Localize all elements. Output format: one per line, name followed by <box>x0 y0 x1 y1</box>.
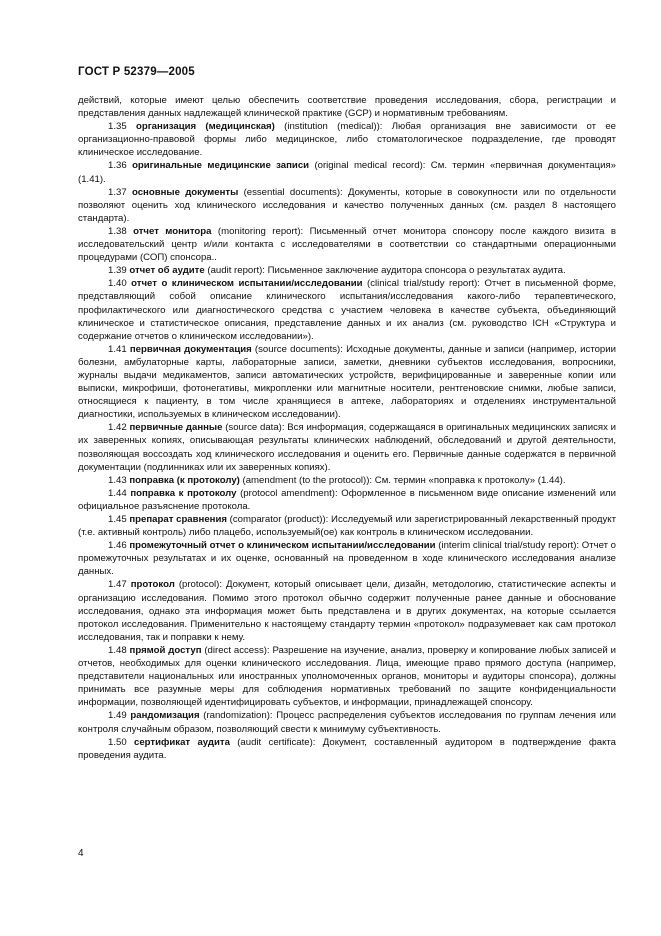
defined-term: промежуточный отчет о клиническом испытании/исследовании <box>129 540 436 552</box>
document-body <box>78 94 616 762</box>
clause-number: 1.39 <box>108 265 130 277</box>
definition-paragraph <box>78 225 616 264</box>
clause-number: 1.47 <box>108 579 131 591</box>
clause-number: 1.35 <box>108 121 136 133</box>
definition-paragraph <box>78 421 616 473</box>
definition-paragraph <box>78 94 616 120</box>
definition-text: (randomization): Процесс распределения субъектов исследования по группам лечения или контроля случайным образом, позволяющий свести к минимуму субъективность. <box>78 710 616 735</box>
definition-text: (clinical trial/study report): Отчет в письменной форме, представляющий собой описание клинического испытания/исследования какого-либо терапевтического, профилактического или диагностического средства с участием человека в качестве субъекта, объединяющий клиническое и статистическое описания, представление данных и их анализ (см. руководство ICH «Структура и содержание отчетов о клиническом исследовании»). <box>78 278 616 342</box>
clause-number: 1.41 <box>108 343 130 355</box>
defined-term: рандомизация <box>130 710 200 722</box>
defined-term: первичная документация <box>129 343 252 355</box>
clause-number: 1.42 <box>108 422 130 434</box>
definition-paragraph <box>78 578 616 643</box>
definition-text: (protocol): Документ, который описывает цели, дизайн, методологию, статистические аспекты и организацию исследования. Помимо этого протокол обычно содержит полученные ранее данные и обоснование исследования, однако эта информация может быть представлена и в других документах, на которые ссылается протокол исследования. Применительно к настоящему стандарту термин «протокол» подразумевает как сам протокол исследования, так и поправки к нему. <box>78 579 617 643</box>
definition-paragraph <box>78 474 616 487</box>
defined-term: отчет об аудите <box>129 265 205 277</box>
definition-text: (comparator (product)): Исследуемый или зарегистрированный лекарственный продукт (т.е. активный контроль) либо плацебо, используемый(ое) как контроль в клиническом исследовании. <box>78 514 617 539</box>
page-number: 4 <box>78 848 84 859</box>
document-header: ГОСТ Р 52379—2005 <box>78 66 195 78</box>
clause-number: 1.46 <box>108 540 130 552</box>
defined-term: сертификат аудита <box>134 736 230 748</box>
defined-term: отчет монитора <box>133 225 212 237</box>
clause-number: 1.44 <box>108 487 131 499</box>
clause-number: 1.38 <box>108 225 134 237</box>
defined-term: поправка к протоколу <box>130 487 237 499</box>
definition-text: действий, которые имеют целью обеспечить соответствие проведения исследования, сбора, регистрации и представления данных надлежащей клинической практике (GCP) и нормативным требованиям. <box>78 95 616 120</box>
definition-paragraph <box>78 343 616 422</box>
definition-paragraph <box>78 539 616 578</box>
defined-term: отчет о клиническом испытании/исследовании <box>131 278 363 290</box>
definition-paragraph <box>78 159 616 185</box>
clause-number: 1.43 <box>108 474 130 486</box>
definition-text: (source documents): Исходные документы, данные и записи (например, истории болезни, амбулаторные карты, лабораторные записи, заметки, дневники субъектов исследования, вопросники, журналы выдачи медикаментов, записи автоматических устройств, верифицированные и заверенные копии или выписки, микрофиши, фотонегативы, микропленки или магнитные носители, рентгеновские снимки, любые записи, относящиеся к пациенту, в том числе хранящиеся в аптеке, лабораториях и отделениях инструментальной диагностики, используемых в клиническом исследовании). <box>78 343 616 421</box>
defined-term: первичные данные <box>129 422 223 434</box>
definition-text: (monitoring report): Письменный отчет монитора спонсору после каждого визита в исследовательский центр и/или контакта с исследователями в соответствии со стандартными операционными процедурами (СОП) спонсора.. <box>78 225 616 264</box>
definition-text: (amendment (to the protocol)): См. термин «поправка к протоколу» (1.44). <box>239 474 566 486</box>
defined-term: основные документы <box>131 186 239 198</box>
definition-paragraph <box>78 709 616 735</box>
definition-paragraph <box>78 120 616 159</box>
clause-number: 1.37 <box>108 186 132 198</box>
defined-term: поправка (к протоколу) <box>129 474 240 486</box>
definition-text: (original medical record): См. термин «первичная документация» (1.41). <box>78 160 616 185</box>
defined-term: прямой доступ <box>129 644 202 656</box>
definition-paragraph <box>78 277 616 342</box>
definition-paragraph <box>78 644 616 709</box>
definition-paragraph <box>78 513 616 539</box>
clause-number: 1.36 <box>108 160 133 172</box>
definition-text: (source data): Вся информация, содержащаяся в оригинальных медицинских записях и их заверенных копиях, описывающая результаты клинических наблюдений, обследований и другой деятельности, позволяющая воссоздать ход клинического исследования и оценить его. Первичные данные содержатся в первичной документации (подлинниках или их заверенных копиях). <box>78 422 617 473</box>
clause-number: 1.45 <box>108 514 130 525</box>
definition-paragraph <box>78 186 616 225</box>
definition-paragraph <box>78 487 616 513</box>
definition-text: (institution (medical)): Любая организация вне зависимости от ее организационно-правовой формы либо медицинское, либо стоматологическое подразделение, где проводят клиническое исследование. <box>78 121 616 159</box>
defined-term: протокол <box>130 579 175 591</box>
definition-paragraph <box>78 736 616 762</box>
defined-term: оригинальные медицинские записи <box>132 160 310 172</box>
definition-text: (essential documents): Документы, которые в совокупности или по отдельности позволяют оценить ход клинического исследования и качество полученных данных (см. раздел 8 настоящего стандарта). <box>78 186 616 224</box>
definition-text: (audit report): Письменное заключение аудитора спонсора о результатах аудита. <box>204 265 566 277</box>
defined-term: препарат сравнения <box>129 514 227 525</box>
definition-text: (audit certificate): Документ, составленный аудитором в подтверждение факта проведения аудита. <box>78 736 616 761</box>
definition-text: (interim clinical trial/study report): Отчет о промежуточных результатах и их оценке, основанный на проведенном в ходе клинического исследования анализе данных. <box>78 540 617 578</box>
clause-number: 1.40 <box>108 278 132 290</box>
defined-term: организация (медицинская) <box>135 121 275 133</box>
clause-number: 1.49 <box>108 710 131 722</box>
clause-number: 1.48 <box>108 644 130 656</box>
definition-paragraph <box>78 264 616 277</box>
clause-number: 1.50 <box>108 736 134 748</box>
definition-text: (protocol amendment): Оформленное в письменном виде описание изменений или официальное разъяснение протокола. <box>78 487 617 512</box>
definition-text: (direct access): Разрешение на изучение, анализ, проверку и копирование любых записей и отчетов, необходимых для оценки клинического исследования. Лица, имеющие право прямого доступа (например, представители национальных или иностранных уполномоченных органов, мониторы и аудиторы спонсора), должны принимать все разумные меры для соблюдения нормативных требований по защите конфиденциальности информации, позволяющей идентифицировать субъектов, и информации, принадлежащей спонсору. <box>78 644 616 709</box>
